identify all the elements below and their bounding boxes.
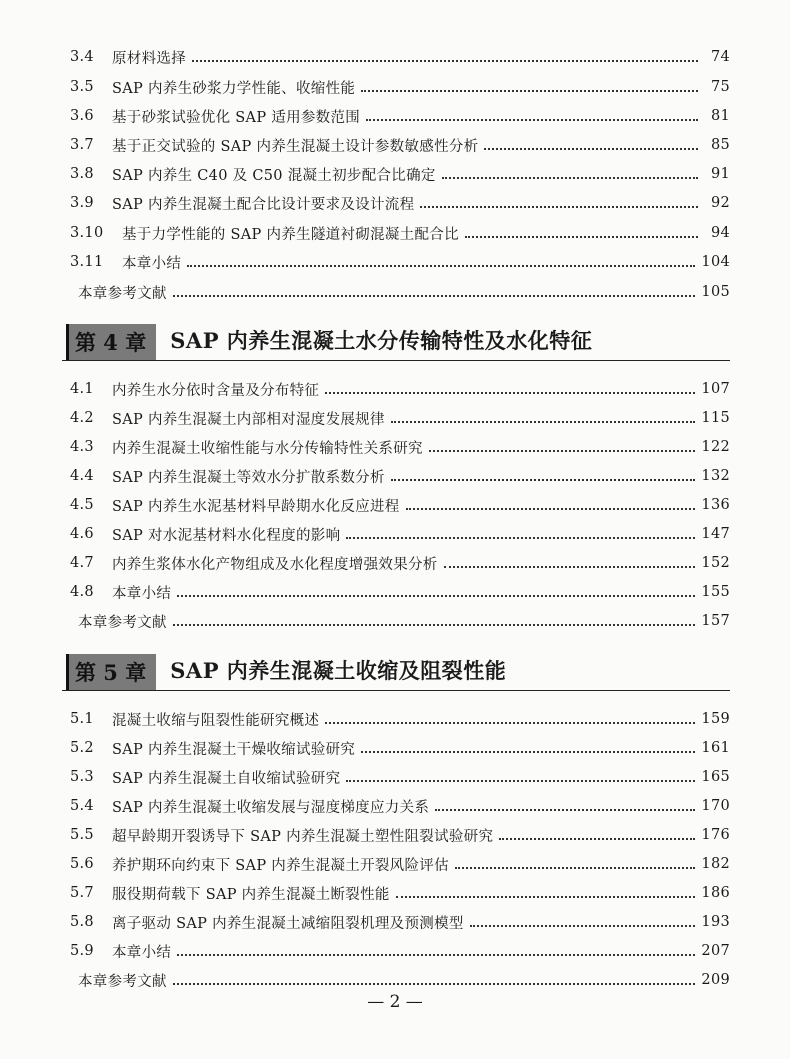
entry-page: 159 — [701, 711, 730, 727]
leader-dots — [406, 507, 696, 510]
entry-page: 186 — [701, 885, 730, 901]
entry-title: 本章参考文献 — [78, 973, 167, 990]
toc-entry-ref-3[interactable] — [78, 278, 730, 306]
entry-page: 182 — [701, 856, 730, 872]
entry-number: 5.3 — [70, 769, 94, 785]
entry-title: 内养生浆体水化产物组成及水化程度增强效果分析 — [112, 556, 438, 573]
leader-dots — [499, 837, 695, 840]
entry-page: 107 — [701, 381, 730, 397]
entry-number: 3.7 — [70, 137, 94, 153]
entry-page: 115 — [701, 410, 730, 426]
entry-page: 75 — [710, 79, 730, 95]
leader-dots — [470, 924, 696, 927]
entry-title: SAP 对水泥基材料水化程度的影响 — [112, 527, 341, 544]
entry-title: 内养生水分依时含量及分布特征 — [112, 382, 320, 399]
entry-title: SAP 内养生混凝土收缩发展与湿度梯度应力关系 — [112, 799, 430, 816]
leader-dots — [442, 176, 698, 179]
leader-dots — [444, 565, 696, 568]
leader-dots — [325, 721, 695, 724]
entry-page: 157 — [701, 613, 730, 629]
entry-number: 5.8 — [70, 914, 94, 930]
toc-entry-5-2[interactable] — [70, 734, 730, 762]
toc-entry-ref-5[interactable] — [78, 966, 730, 994]
entry-number: 3.6 — [70, 108, 94, 124]
toc-entry-5-8[interactable] — [70, 908, 730, 936]
entry-number: 3.9 — [70, 195, 94, 211]
entry-title: SAP 内养生砂浆力学性能、收缩性能 — [112, 80, 356, 97]
toc-entry-ref-4[interactable] — [78, 607, 730, 635]
leader-dots — [361, 750, 695, 753]
entry-title: 本章参考文献 — [78, 614, 167, 631]
entry-page: 74 — [710, 49, 730, 65]
entry-number: 3.8 — [70, 166, 94, 182]
toc-entry-3-9[interactable] — [70, 189, 730, 217]
chapter-title: SAP 内养生混凝土水分传输特性及水化特征 — [170, 328, 593, 353]
entry-page: 94 — [710, 225, 730, 241]
entry-number: 4.8 — [70, 584, 94, 600]
entry-number: 4.5 — [70, 497, 94, 513]
entry-page: 136 — [701, 497, 730, 513]
chapter-title: SAP 内养生混凝土收缩及阻裂性能 — [170, 658, 507, 683]
leader-dots — [366, 118, 698, 121]
leader-dots — [484, 147, 698, 150]
entry-number: 5.1 — [70, 711, 94, 727]
toc-entry-3-10[interactable] — [70, 219, 730, 247]
toc-entry-5-4[interactable] — [70, 792, 730, 820]
entry-title: SAP 内养生混凝土配合比设计要求及设计流程 — [112, 196, 415, 213]
entry-title: 基于力学性能的 SAP 内养生隧道衬砌混凝土配合比 — [122, 226, 459, 243]
entry-number: 3.10 — [70, 225, 104, 241]
entry-number: 5.6 — [70, 856, 94, 872]
toc-entry-5-5[interactable] — [70, 821, 730, 849]
entry-title: 基于正交试验的 SAP 内养生混凝土设计参数敏感性分析 — [112, 138, 479, 155]
toc-entry-3-7[interactable] — [70, 131, 730, 159]
toc-entry-5-7[interactable] — [70, 879, 730, 907]
chapter-heading-4[interactable] — [62, 320, 730, 361]
entry-number: 4.7 — [70, 555, 94, 571]
chapter-tag-label: 第 5 章 — [75, 660, 147, 685]
leader-dots — [391, 420, 696, 423]
chapter-tag — [66, 654, 156, 690]
entry-number: 4.2 — [70, 410, 94, 426]
entry-page: 165 — [701, 769, 730, 785]
entry-page: 209 — [701, 972, 730, 988]
entry-page: 155 — [701, 584, 730, 600]
entry-title: 本章小结 — [122, 255, 182, 272]
entry-page: 193 — [701, 914, 730, 930]
toc-entry-4-2[interactable] — [70, 404, 730, 432]
entry-title: SAP 内养生 C40 及 C50 混凝土初步配合比确定 — [112, 167, 436, 184]
entry-page: 147 — [701, 526, 730, 542]
toc-entry-3-5[interactable] — [70, 73, 730, 101]
toc-entry-4-5[interactable] — [70, 491, 730, 519]
leader-dots — [346, 536, 695, 539]
entry-number: 4.4 — [70, 468, 94, 484]
leader-dots — [325, 391, 695, 394]
chapter-tag-label: 第 4 章 — [75, 330, 147, 355]
entry-number: 5.4 — [70, 798, 94, 814]
entry-number: 4.3 — [70, 439, 94, 455]
page-number: — 2 — — [367, 992, 423, 1012]
leader-dots — [187, 264, 695, 267]
toc-entry-4-3[interactable] — [70, 433, 730, 461]
entry-page: 85 — [710, 137, 730, 153]
leader-dots — [173, 623, 696, 626]
entry-title: SAP 内养生水泥基材料早龄期水化反应进程 — [112, 498, 400, 515]
entry-number: 3.11 — [70, 254, 104, 270]
entry-title: 离子驱动 SAP 内养生混凝土减缩阻裂机理及预测模型 — [112, 915, 464, 932]
entry-number: 5.5 — [70, 827, 94, 843]
entry-page: 207 — [701, 943, 730, 959]
entry-page: 152 — [701, 555, 730, 571]
leader-dots — [391, 478, 696, 481]
leader-dots — [192, 59, 698, 62]
toc-entry-3-11[interactable] — [70, 248, 730, 276]
chapter-tag — [66, 324, 156, 360]
entry-number: 5.2 — [70, 740, 94, 756]
entry-title: SAP 内养生混凝土干燥收缩试验研究 — [112, 741, 356, 758]
entry-number: 3.5 — [70, 79, 94, 95]
entry-page: 104 — [701, 254, 730, 270]
chapter-heading-5[interactable] — [62, 650, 730, 691]
entry-page: 132 — [701, 468, 730, 484]
toc-entry-5-3[interactable] — [70, 763, 730, 791]
entry-number: 5.9 — [70, 943, 94, 959]
entry-title: 混凝土收缩与阻裂性能研究概述 — [112, 712, 320, 729]
entry-page: 176 — [701, 827, 730, 843]
leader-dots — [177, 953, 695, 956]
entry-title: 原材料选择 — [112, 50, 186, 67]
entry-page: 161 — [701, 740, 730, 756]
leader-dots — [173, 982, 696, 985]
entry-title: SAP 内养生混凝土内部相对湿度发展规律 — [112, 411, 385, 428]
toc-entry-5-1[interactable] — [70, 705, 730, 733]
leader-dots — [346, 779, 695, 782]
toc-entry-3-6[interactable] — [70, 102, 730, 130]
entry-page: 122 — [701, 439, 730, 455]
toc-entry-4-4[interactable] — [70, 462, 730, 490]
leader-dots — [177, 594, 695, 597]
entry-title: 本章小结 — [112, 944, 172, 961]
entry-number: 4.1 — [70, 381, 94, 397]
toc-entry-4-8[interactable] — [70, 578, 730, 606]
entry-page: 92 — [710, 195, 730, 211]
entry-title: 基于砂浆试验优化 SAP 适用参数范围 — [112, 109, 361, 126]
entry-title: 服役期荷载下 SAP 内养生混凝土断裂性能 — [112, 886, 390, 903]
entry-title: 本章小结 — [112, 585, 172, 602]
entry-page: 81 — [710, 108, 730, 124]
entry-title: 本章参考文献 — [78, 285, 167, 302]
leader-dots — [396, 895, 696, 898]
toc-entry-3-8[interactable] — [70, 160, 730, 188]
leader-dots — [435, 808, 695, 811]
leader-dots — [465, 235, 698, 238]
toc-entry-5-6[interactable] — [70, 850, 730, 878]
leader-dots — [173, 294, 696, 297]
toc-entry-5-9[interactable] — [70, 937, 730, 965]
entry-number: 3.4 — [70, 49, 94, 65]
toc-entry-4-7[interactable] — [70, 549, 730, 577]
entry-page: 105 — [701, 284, 730, 300]
entry-page: 91 — [710, 166, 730, 182]
entry-title: 内养生混凝土收缩性能与水分传输特性关系研究 — [112, 440, 423, 457]
entry-title: 超早龄期开裂诱导下 SAP 内养生混凝土塑性阻裂试验研究 — [112, 828, 494, 845]
entry-title: 养护期环向约束下 SAP 内养生混凝土开裂风险评估 — [112, 857, 449, 874]
entry-number: 4.6 — [70, 526, 94, 542]
toc-entry-3-4[interactable] — [70, 43, 730, 71]
toc-entry-4-6[interactable] — [70, 520, 730, 548]
toc-entry-4-1[interactable] — [70, 375, 730, 403]
leader-dots — [455, 866, 696, 869]
leader-dots — [361, 89, 698, 92]
entry-title: SAP 内养生混凝土等效水分扩散系数分析 — [112, 469, 385, 486]
entry-title: SAP 内养生混凝土自收缩试验研究 — [112, 770, 341, 787]
entry-number: 5.7 — [70, 885, 94, 901]
entry-page: 170 — [701, 798, 730, 814]
leader-dots — [429, 449, 696, 452]
leader-dots — [420, 205, 698, 208]
